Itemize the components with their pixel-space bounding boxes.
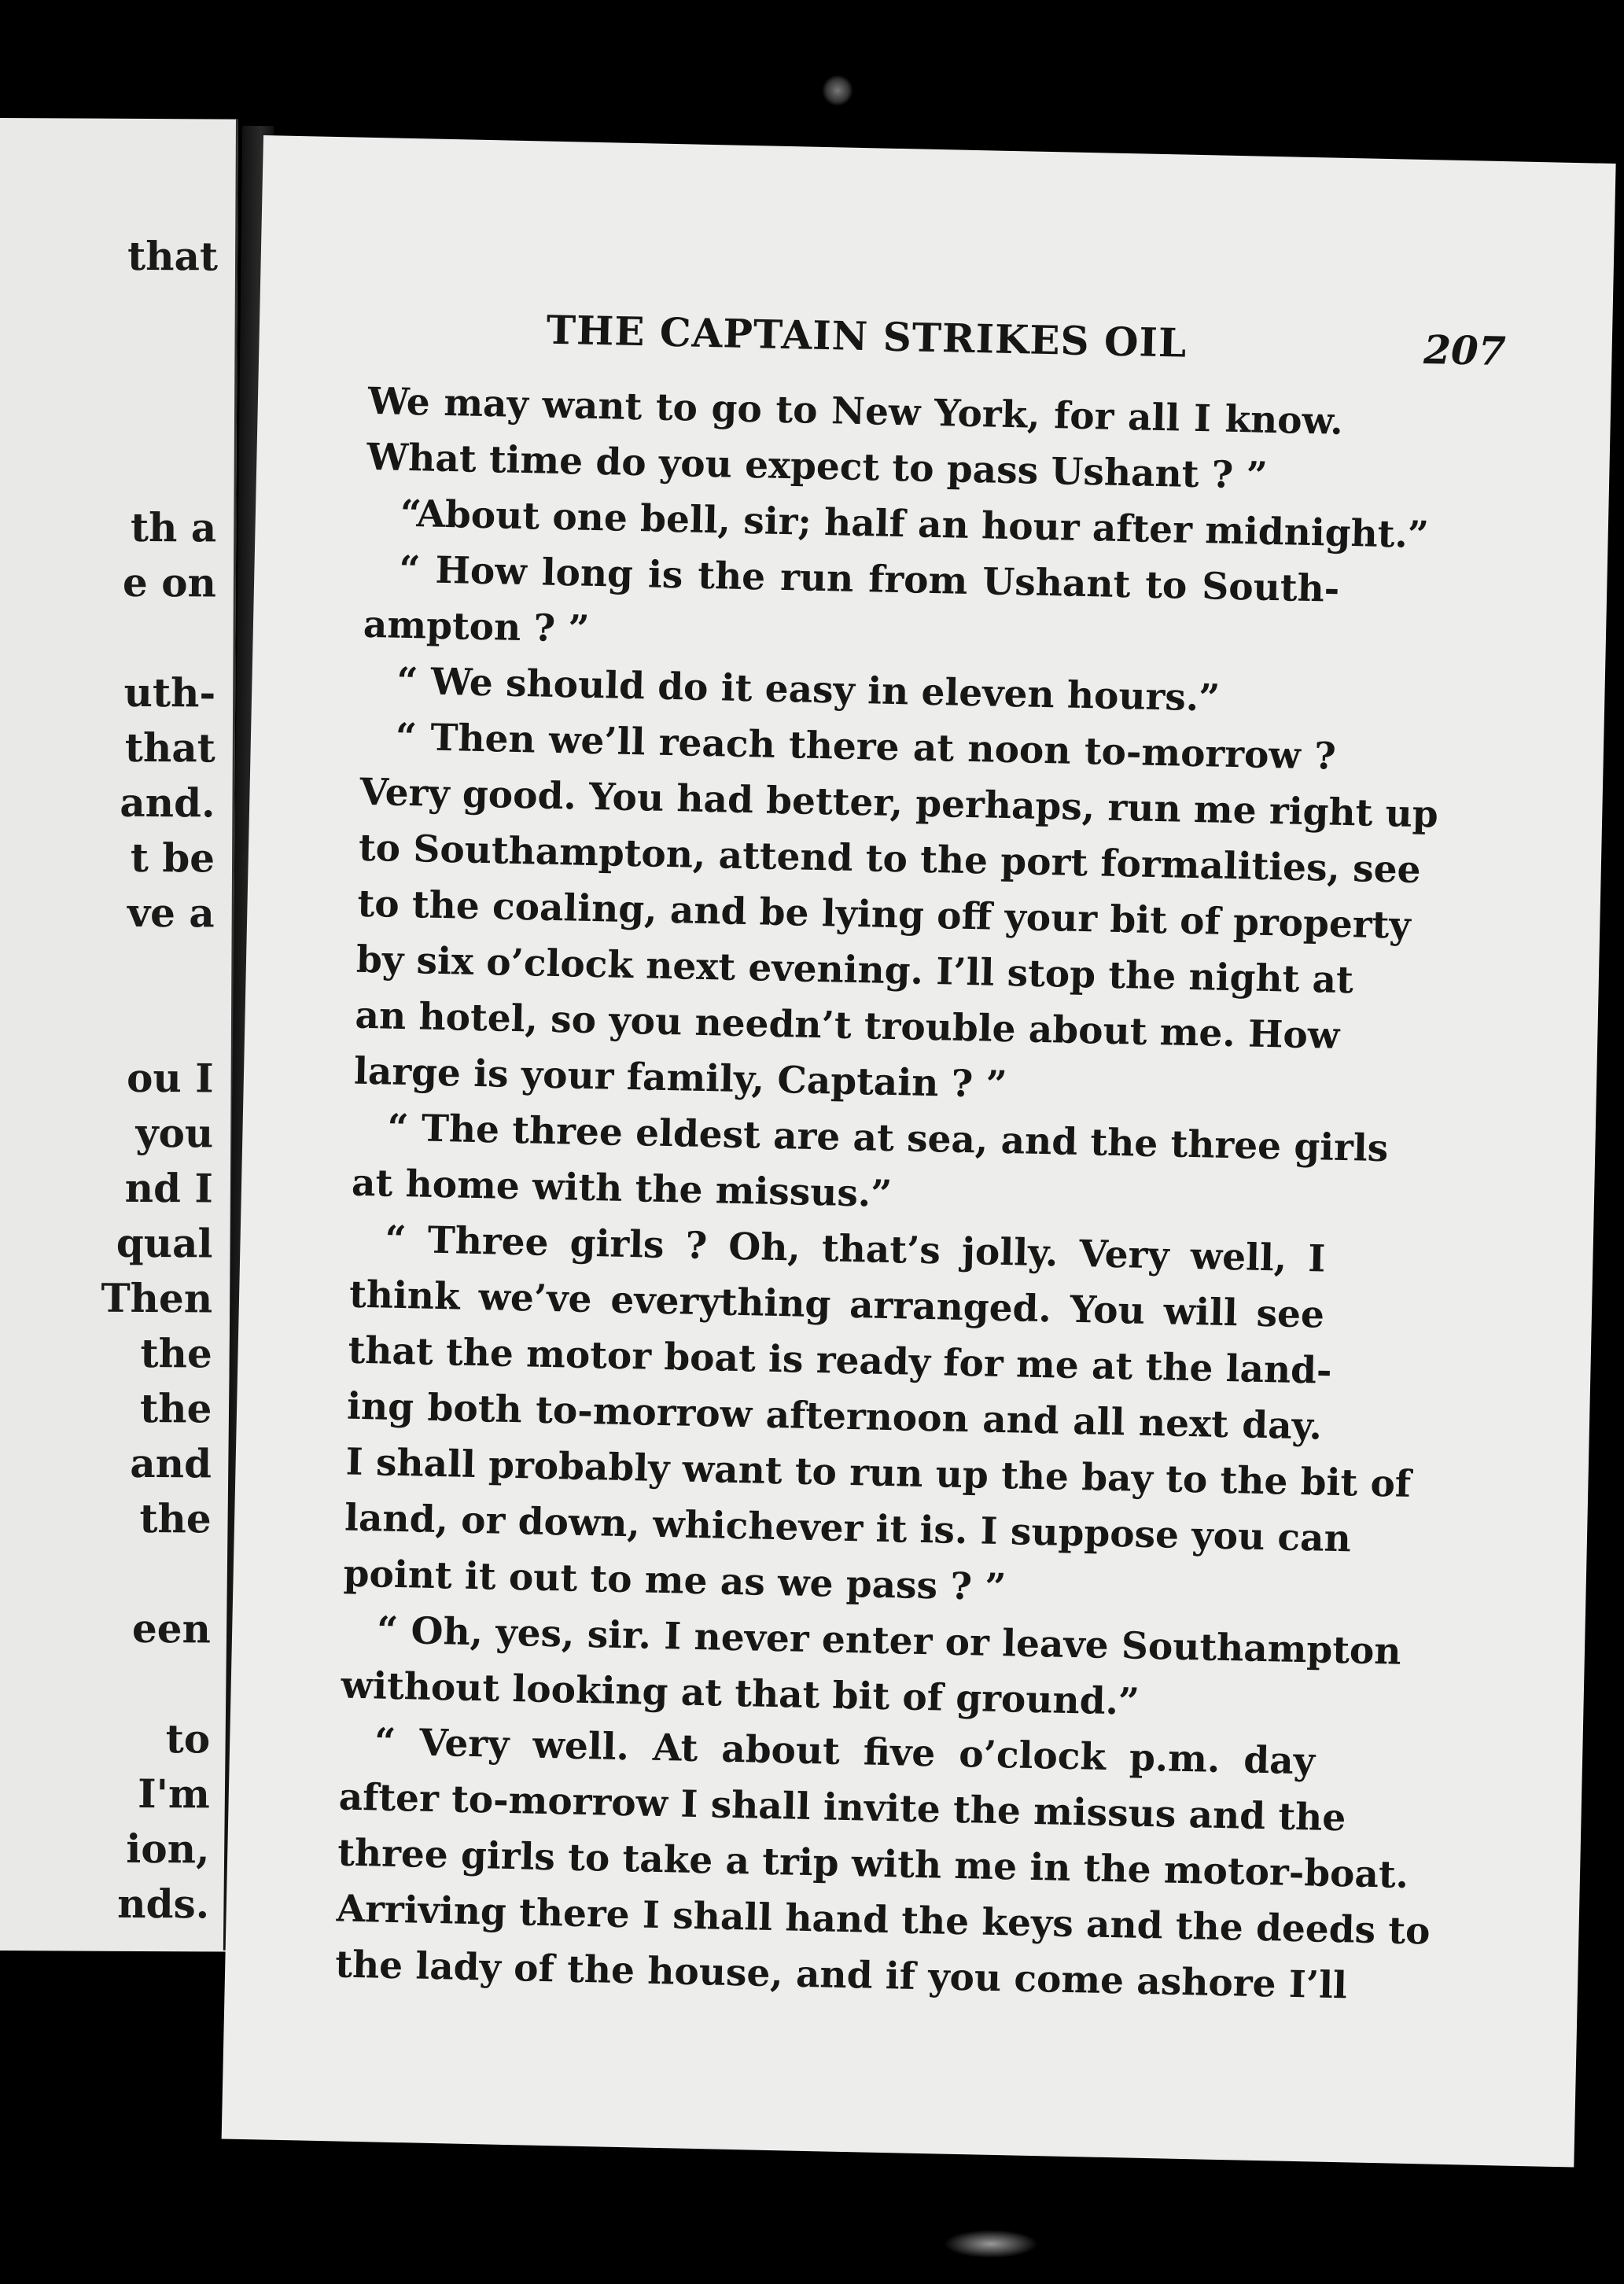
text-line: We may want to go to New York, for all I know. — [367, 379, 1344, 444]
running-head: THE CAPTAIN STRIKES OIL — [546, 306, 1188, 367]
left-page-line: e on — [122, 558, 217, 606]
left-page-line: nd I — [124, 1164, 214, 1212]
left-page-line: th a — [130, 503, 217, 551]
text-line: point it out to me as we pass ? ” — [343, 1552, 1007, 1610]
text-line: I shall probably want to run up the bay to the bit of — [345, 1440, 1412, 1506]
left-page-line: and. — [120, 779, 215, 827]
left-page-line: that — [124, 724, 215, 772]
text-line: “ Very well. At about five o’clock p.m. day — [374, 1720, 1316, 1784]
text-line: three girls to take a trip with me in the motor-boat. — [337, 1831, 1409, 1897]
text-line: “About one bell, sir; half an hour after midnight.” — [400, 492, 1430, 558]
text-line: “ Then we’ll reach there at noon to-morrow ? — [395, 715, 1337, 779]
text-line: “ We should do it easy in eleven hours.” — [396, 659, 1221, 720]
text-line: an hotel, so you needn’t trouble about me. How — [355, 993, 1340, 1058]
text-line: to Southampton, attend to the port formalities, see — [358, 826, 1422, 893]
text-line: by six o’clock next evening. I’ll stop the night at — [355, 938, 1354, 1003]
page-number: 207 — [1423, 326, 1507, 375]
text-line: large is your family, Captain ? ” — [353, 1049, 1008, 1107]
text-line: ampton ? ” — [363, 602, 591, 651]
smudge-mark — [944, 2230, 1038, 2258]
left-page-line: qual — [116, 1219, 213, 1267]
text-line: at home with the missus.” — [351, 1161, 893, 1217]
text-line: Very good. You had better, perhaps, run me right up — [359, 770, 1439, 837]
page-header — [546, 307, 1506, 382]
text-line: “ The three eldest are at sea, and the three girls — [387, 1106, 1389, 1171]
left-page-line: een — [131, 1604, 212, 1652]
text-line: What time do you expect to pass Ushant ? ” — [366, 435, 1269, 498]
text-line: Arriving there I shall hand the keys and the deeds to — [336, 1887, 1431, 1954]
left-page-line: that — [127, 232, 219, 280]
text-line: ing both to-morrow afternoon and all next day. — [346, 1384, 1323, 1449]
text-line: “ Three girls ? Oh, that’s jolly. Very well, I — [385, 1218, 1326, 1281]
text-line: “ Oh, yes, sir. I never enter or leave Southampton — [376, 1608, 1402, 1674]
body-text — [334, 374, 1439, 2013]
text-line: land, or down, whichever it is. I suppose you can — [344, 1496, 1352, 1561]
left-page-line: and — [130, 1439, 212, 1487]
text-line: to the coaling, and be lying off your bit of property — [356, 882, 1412, 948]
text-line: after to-morrow I shall invite the missus and the — [338, 1775, 1346, 1840]
left-page-line: you — [135, 1109, 214, 1157]
left-page-line: I'm — [138, 1770, 211, 1818]
text-line: without looking at that bit of ground.” — [341, 1663, 1140, 1724]
left-page-line: nds. — [117, 1880, 210, 1928]
text-line: the lady of the house, and if you come ashore I’ll — [334, 1943, 1348, 2008]
left-page-line: the — [139, 1494, 212, 1542]
text-line: that the motor boat is ready for me at the land- — [348, 1328, 1333, 1393]
left-page-line: Then — [101, 1274, 213, 1322]
text-line: think we’ve everything arranged. You will see — [348, 1273, 1325, 1337]
left-page-line: ou I — [126, 1054, 214, 1102]
left-facing-page — [0, 118, 238, 1952]
left-page-line: to — [165, 1715, 211, 1763]
left-page-line: the — [139, 1384, 212, 1432]
left-page-line: t be — [130, 834, 215, 882]
left-page-line: the — [140, 1329, 212, 1377]
smudge-mark — [822, 75, 853, 106]
left-page-line: ve a — [127, 889, 215, 937]
right-page — [222, 135, 1616, 2167]
left-page-line: uth- — [123, 669, 216, 717]
left-page-line: ion, — [126, 1825, 210, 1873]
text-line: “ How long is the run from Ushant to South- — [398, 547, 1340, 611]
